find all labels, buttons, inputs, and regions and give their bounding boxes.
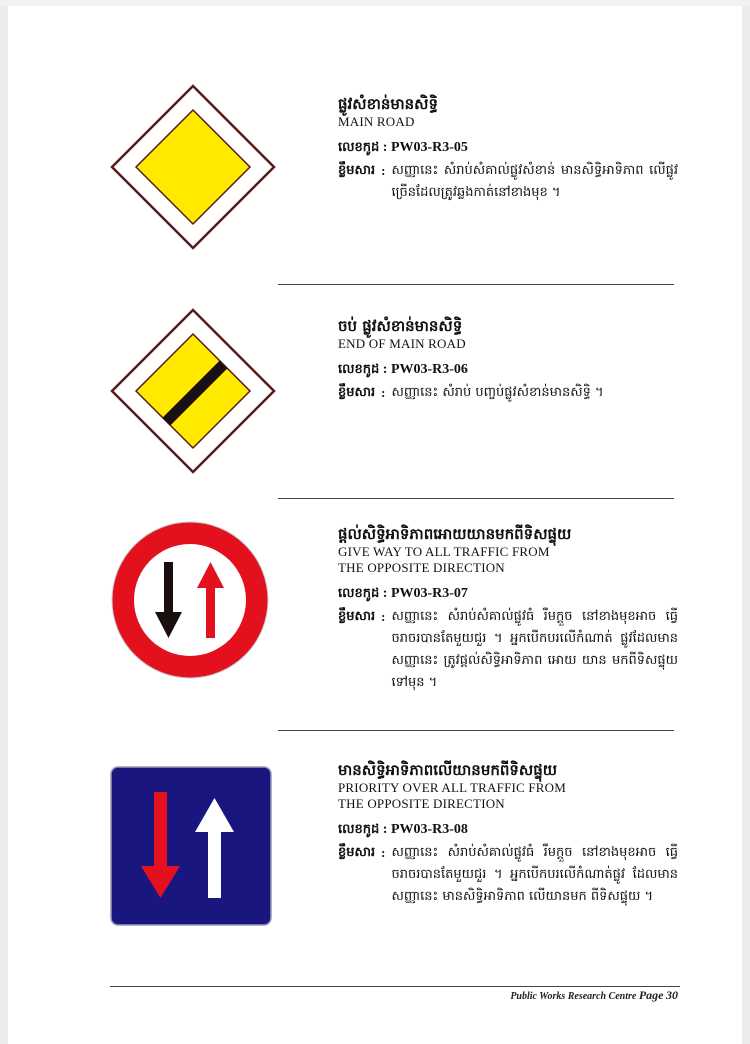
sign-entry-give-way-oncoming (338, 524, 678, 694)
sign-title-km: ចប់ ផ្លូវសំខាន់មានសិទ្ធិ (338, 317, 463, 335)
section-divider (278, 498, 674, 499)
main-road-diamond-icon (110, 84, 276, 250)
priority-over-oncoming-square-icon (110, 766, 272, 926)
sign-entry-main-road (338, 94, 678, 204)
sign-description-row: ខ្លឹមសារ : សញ្ញានេះ សំរាប់សំគាល់ផ្លូវសំខាន់ មានសិទ្ធិអាទិភាព លើផ្លូវច្រើនដែលត្រូវឆ្លងកាត់នៅខាងមុខ ។ (338, 160, 678, 204)
sign-title-km: មានសិទ្ធិអាទិភាពលើយានមកពីទិសផ្ទុយ (338, 761, 557, 779)
sign-code-row: លេខកូដ : PW03-R3-08 (338, 822, 468, 837)
sign-description-row: ខ្លឹមសារ : សញ្ញានេះ សំរាប់សំគាល់ផ្លូវធំ រឺមក្តួច នៅខាងមុខអាច ធ្វើចរាចរបានតែមួយជួរ ។ អ្នកបើកបរលើកំណាត់ផ្លូវ ដែលមានសញ្ញានេះ មានសិទ្ធិអាទិភាព លើយានមក ពីទិសផ្ទុយ ។ (338, 842, 678, 908)
description-label: ខ្លឹមសារ (338, 845, 376, 860)
sign-code-row: លេខកូដ : PW03-R3-05 (338, 140, 468, 155)
section-divider (278, 730, 674, 731)
footer-page-number: 30 (666, 988, 678, 1002)
sign-description: សញ្ញានេះ សំរាប់ បញ្ចប់ផ្លូវសំខាន់មានសិទ្ធិ ។ (391, 385, 604, 400)
sign-title-en: END OF MAIN ROAD (338, 336, 466, 351)
code-label: លេខកូដ (338, 822, 380, 837)
sign-code: PW03-R3-06 (390, 362, 468, 377)
sign-entry-end-main-road (338, 316, 678, 404)
sign-description: សញ្ញានេះ សំរាប់សំគាល់ផ្លូវធំ រឺមក្តួច នៅខាងមុខអាច ធ្វើចរាចរបានតែមួយជួរ ។ អ្នកបើកបរលើកំណាត់ ផ្លូវដែលមានសញ្ញានេះ ត្រូវផ្តល់សិទ្ធិអាទិភាព អោយ យាន មកពីទិសផ្ទុយទៅមុន ។ (391, 609, 678, 690)
section-divider (278, 284, 674, 285)
sign-code-row: លេខកូដ : PW03-R3-06 (338, 362, 468, 377)
sign-title-en-line-1: PRIORITY OVER ALL TRAFFIC FROM (338, 780, 566, 795)
sign-code-row: លេខកូដ : PW03-R3-07 (338, 586, 468, 601)
sign-description: សញ្ញានេះ សំរាប់សំគាល់ផ្លូវធំ រឺមក្តួច នៅខាងមុខអាច ធ្វើចរាចរបានតែមួយជួរ ។ អ្នកបើកបរលើកំណាត់ផ្លូវ ដែលមានសញ្ញានេះ មានសិទ្ធិអាទិភាព លើយានមក ពីទិសផ្ទុយ ។ (391, 845, 678, 904)
description-label: ខ្លឹមសារ (338, 163, 376, 178)
sign-description: សញ្ញានេះ សំរាប់សំគាល់ផ្លូវសំខាន់ មានសិទ្ធិអាទិភាព លើផ្លូវច្រើនដែលត្រូវឆ្លងកាត់នៅខាងមុខ ។ (391, 163, 678, 200)
sign-entry-priority-over-oncoming (338, 760, 678, 908)
sign-title-en-line-1: GIVE WAY TO ALL TRAFFIC FROM (338, 544, 550, 559)
sign-code: PW03-R3-07 (390, 586, 468, 601)
footer-divider (110, 986, 680, 987)
end-main-road-diamond-icon (110, 308, 276, 474)
sign-title-en-line-2: THE OPPOSITE DIRECTION (338, 796, 505, 811)
code-label: លេខកូដ (338, 586, 380, 601)
code-label: លេខកូដ (338, 362, 380, 377)
footer-organization: Public Works Research Centre (510, 991, 637, 1002)
sign-description-row: ខ្លឹមសារ : សញ្ញានេះ សំរាប់សំគាល់ផ្លូវធំ រឺមក្តួច នៅខាងមុខអាច ធ្វើចរាចរបានតែមួយជួរ ។ អ្នកបើកបរលើកំណាត់ ផ្លូវដែលមានសញ្ញានេះ ត្រូវផ្តល់សិទ្ធិអាទិភាព អោយ យាន មកពីទិសផ្ទុយទៅមុន ។ (338, 606, 678, 694)
description-label: ខ្លឹមសារ (338, 385, 376, 400)
sign-title-en-line-2: THE OPPOSITE DIRECTION (338, 560, 505, 575)
sign-code: PW03-R3-05 (390, 140, 468, 155)
page-edge-right (742, 0, 750, 1044)
footer-page-label: Page (638, 988, 664, 1002)
give-way-oncoming-circle-icon (110, 520, 270, 680)
sign-code: PW03-R3-08 (390, 822, 468, 837)
sign-description-row: ខ្លឹមសារ : សញ្ញានេះ សំរាប់ បញ្ចប់ផ្លូវសំខាន់មានសិទ្ធិ ។ (338, 382, 678, 404)
page-edge-left (0, 0, 8, 1044)
sign-title-km: ផ្លូវសំខាន់មានសិទ្ធិ (338, 95, 438, 113)
code-label: លេខកូដ (338, 140, 380, 155)
description-label: ខ្លឹមសារ (338, 609, 376, 624)
sign-title-en: MAIN ROAD (338, 114, 415, 129)
sign-title-km: ផ្តល់សិទ្ធិអាទិភាពអោយយានមកពីទិសផ្ទុយ (338, 525, 572, 543)
page-edge-top (0, 0, 750, 6)
page-footer (510, 988, 678, 1003)
